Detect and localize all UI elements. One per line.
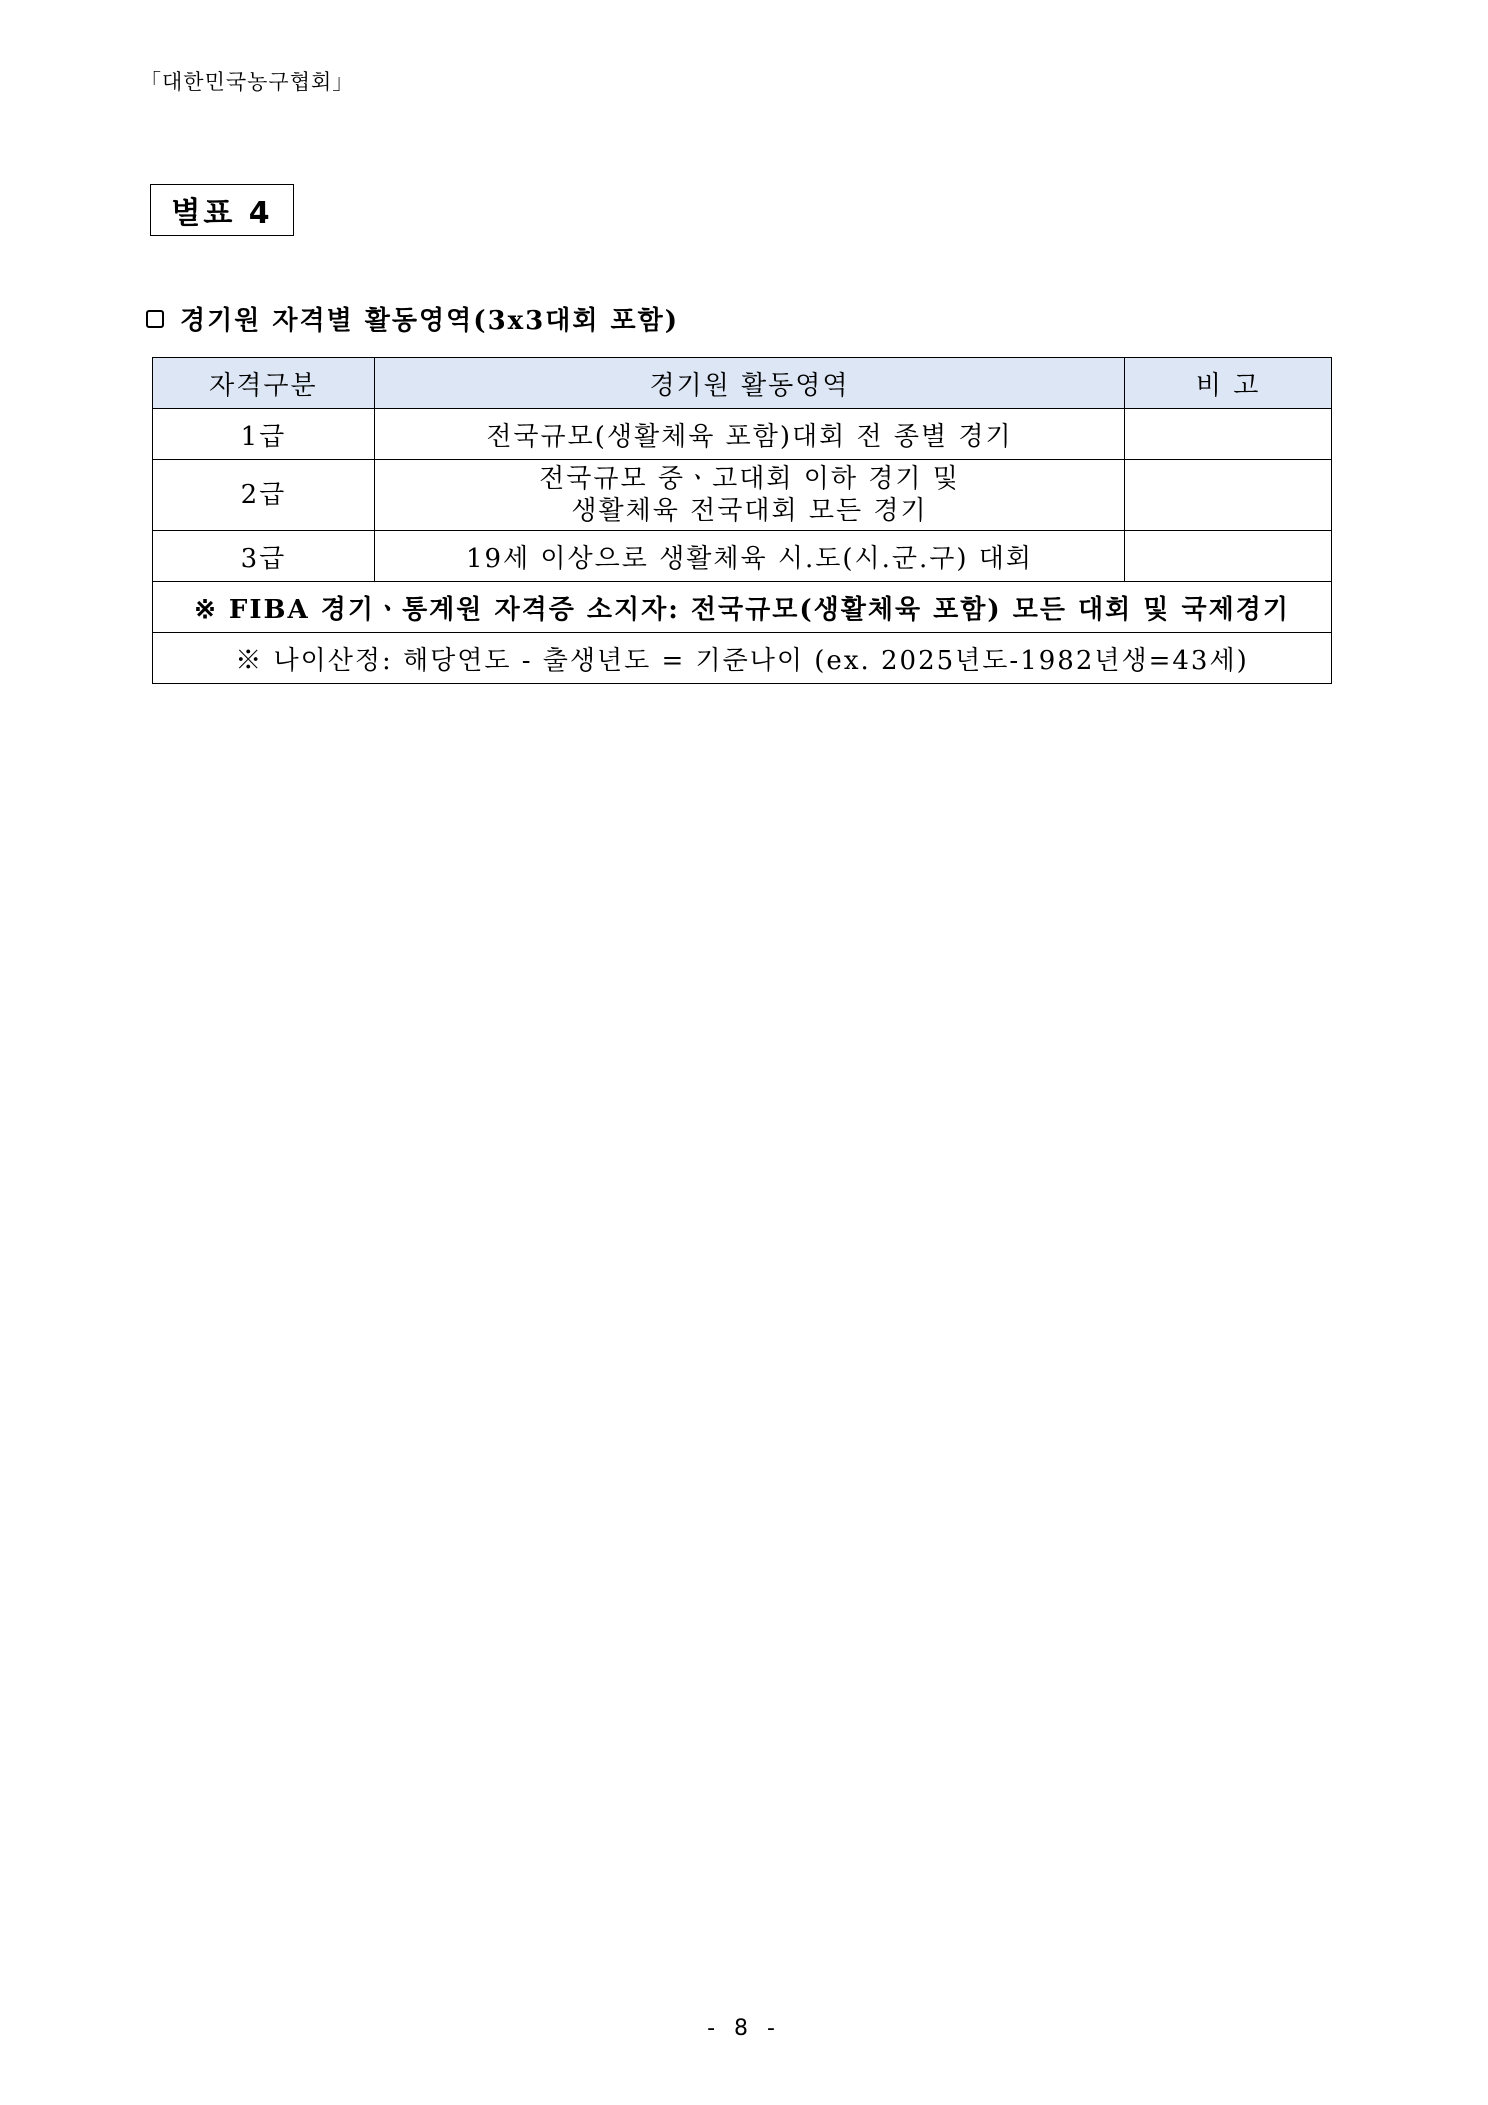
activity-table: [152, 357, 1332, 684]
area-cell: 전국규모(생활체육 포함)대회 전 종별 경기: [374, 409, 1124, 460]
table-row: [153, 460, 1332, 531]
organization-header: 「대한민국농구협회」: [140, 70, 355, 94]
grade-cell: 3급: [153, 531, 375, 582]
table-row: [153, 633, 1332, 684]
table-row: [153, 409, 1332, 460]
area-cell: [374, 460, 1124, 531]
remarks-cell: [1125, 531, 1332, 582]
table-row: [153, 531, 1332, 582]
table-row: [153, 582, 1332, 633]
remarks-cell: [1125, 409, 1332, 460]
header-remarks: 비 고: [1125, 358, 1332, 409]
checkbox-icon: [146, 310, 164, 328]
grade-cell: 2급: [153, 460, 375, 531]
appendix-label: 별표 4: [150, 184, 294, 236]
header-activity-area: 경기원 활동영역: [374, 358, 1124, 409]
page-number: - 8 -: [707, 2016, 781, 2041]
age-note: ※ 나이산정: 해당연도 - 출생년도 = 기준나이 (ex. 2025년도-1982년생=43세): [153, 633, 1332, 684]
header-grade: 자격구분: [153, 358, 375, 409]
area-cell: 19세 이상으로 생활체육 시.도(시.군.구) 대회: [374, 531, 1124, 582]
remarks-cell: [1125, 460, 1332, 531]
area-line: 생활체육 전국대회 모든 경기: [571, 496, 928, 526]
area-line: 전국규모 중ㆍ고대회 이하 경기 및: [539, 464, 960, 494]
fiba-note: ※ FIBA 경기ㆍ통계원 자격증 소지자: 전국규모(생활체육 포함) 모든 대회 및 국제경기: [153, 582, 1332, 633]
grade-cell: 1급: [153, 409, 375, 460]
section-heading: [146, 300, 679, 337]
section-title: 경기원 자격별 활동영역(3x3대회 포함): [180, 306, 680, 336]
table-header-row: [153, 358, 1332, 409]
